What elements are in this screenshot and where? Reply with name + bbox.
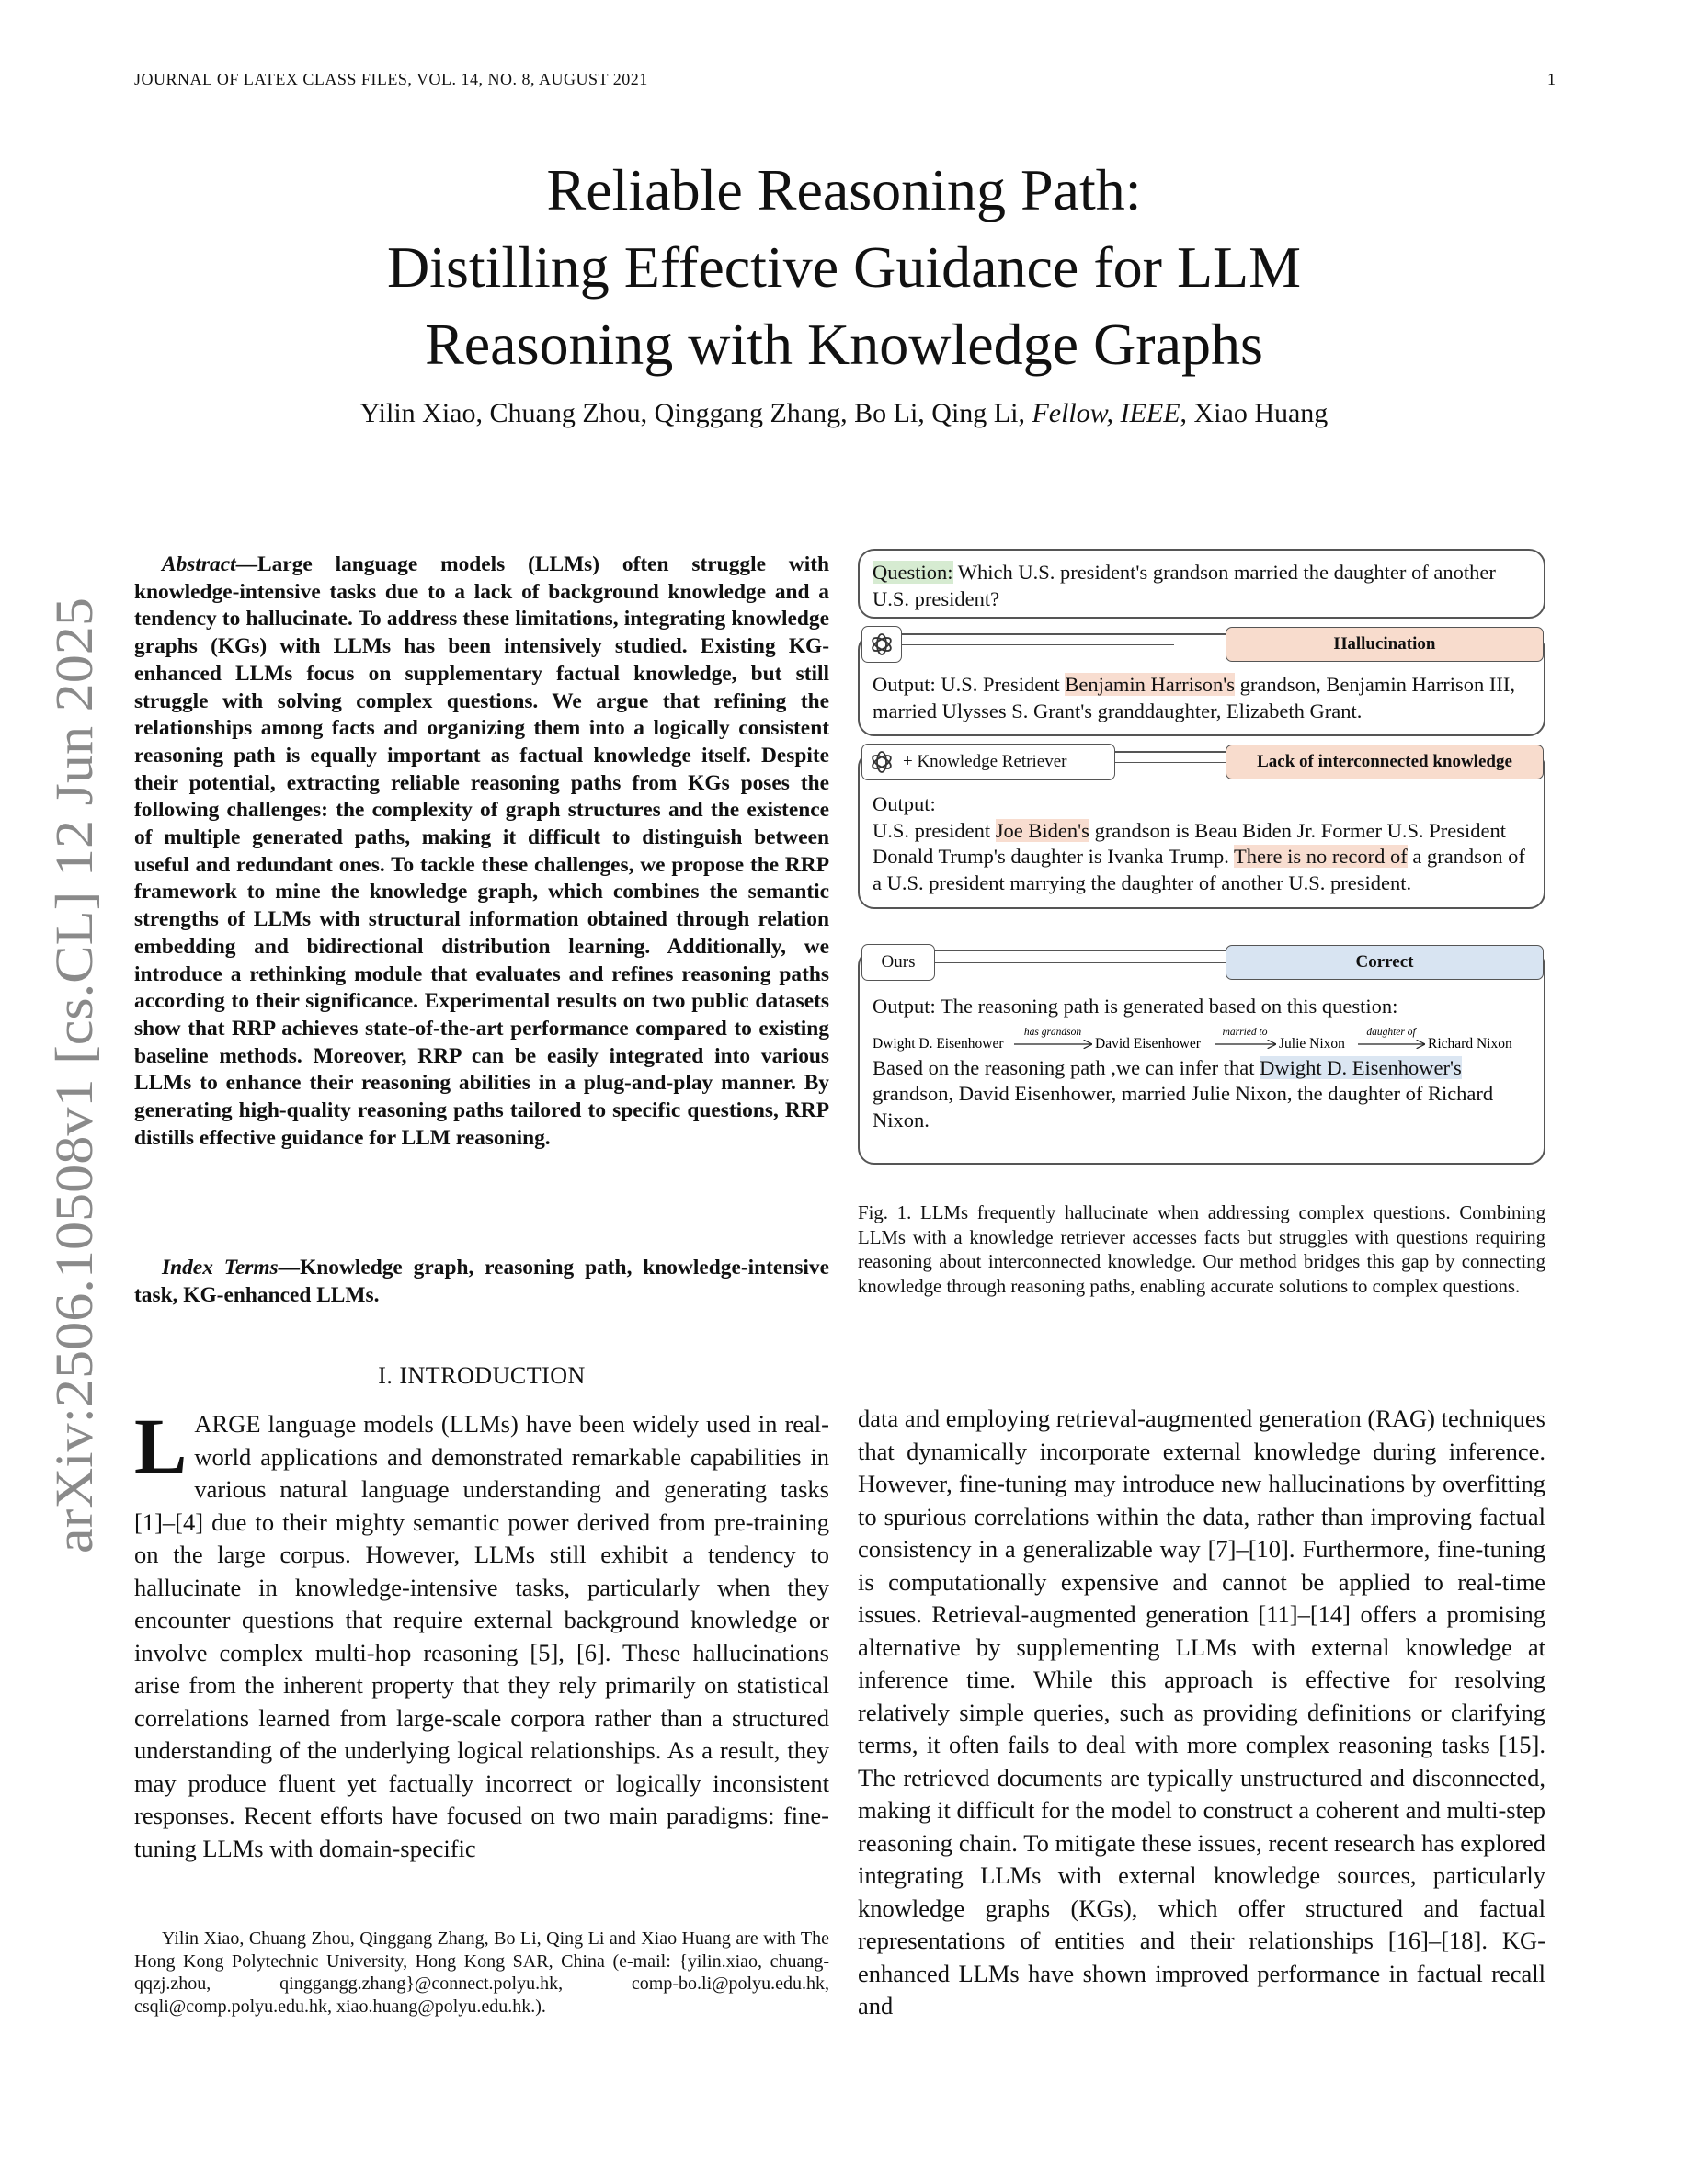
path-relation-2: married to xyxy=(1222,1026,1268,1038)
index-terms-label: Index Terms xyxy=(162,1256,279,1280)
knowledge-retriever-chip xyxy=(861,744,1115,780)
panel3-highlight: Dwight D. Eisenhower's xyxy=(1260,1055,1462,1079)
ours-chip: Ours xyxy=(861,944,935,981)
path-node-1: Dwight D. Eisenhower xyxy=(873,1035,1004,1052)
author-names: Yilin Xiao, Chuang Zhou, Qinggang Zhang, Bo Li, Qing Li, xyxy=(359,398,1032,428)
drop-cap: L xyxy=(134,1402,188,1490)
section-number: I. xyxy=(378,1362,393,1389)
knowledge-retriever-label: + Knowledge Retriever xyxy=(903,752,1067,771)
section-heading xyxy=(134,1362,829,1390)
panel2-connector xyxy=(1115,762,1229,763)
panel1-connector xyxy=(898,644,1174,645)
author-last: , Xiao Huang xyxy=(1180,398,1329,428)
openai-logo-icon xyxy=(868,748,895,776)
author-list xyxy=(184,398,1504,429)
panel1-output-a: Output: U.S. President xyxy=(873,673,1066,696)
abstract-text: —Large language models (LLMs) often struggle with knowledge-intensive tasks due to a lack of background knowledge and a tendency to hallucinate. To address these limitations, integrating knowledge graphs (KGs) with LLMs has been intensively studied. Existing KG-enhanced LLMs focus on supplementary factual knowledge, but still struggle with solving complex questions. We argue that refining the relationships among facts and organizing them into a logically consistent reasoning path is equally important as factual knowledge itself. Despite their potential, extracting reliable reasoning paths from KGs poses the following challenges: the complexity of graph structures and the existence of multiple generated paths, making it difficult to distinguish between useful and redundant ones. To tackle these challenges, we propose the RRP framework to mine the knowledge graph, which combines the semantic strengths of LLMs with structural information obtained through relation embedding and bidirectional distribution learning. Additionally, we introduce a rethinking module that evaluates and refines reasoning paths according to their significance. Experimental results on two public datasets show that RRP achieves state-of-the-art performance compared to existing baseline methods. Moreover, RRP can be easily integrated into various LLMs to enhance their reasoning abilities in a plug-and-play manner. By generating high-quality reasoning paths tailored to specific questions, RRP distills effective guidance for LLM reasoning. xyxy=(134,552,829,1150)
running-head: JOURNAL OF LATEX CLASS FILES, VOL. 14, NO. 8, AUGUST 2021 xyxy=(134,70,648,88)
question-text: Which U.S. president's grandson married the daughter of another U.S. president? xyxy=(873,561,1496,610)
path-relation-1: has grandson xyxy=(1023,1026,1082,1038)
index-terms xyxy=(134,1255,829,1309)
panel2-highlight-2: There is no record of xyxy=(1234,845,1408,868)
hallucination-tag: Hallucination xyxy=(1226,627,1544,662)
abstract xyxy=(134,552,829,1152)
title-line-1: Reliable Reasoning Path: xyxy=(546,157,1142,222)
panel1-output-b: grandson, Benjamin Harrison III, married Ulysses S. Grant's granddaughter, Elizabeth Grant. xyxy=(873,673,1515,722)
panel2-output-c: a grandson of a U.S. president marrying the daughter of another U.S. president. xyxy=(873,845,1525,894)
arxiv-stamp-text: arXiv:2506.10508v1 [cs.CL] 12 Jun 2025 xyxy=(44,662,104,1553)
panel3-output-line: Output: The reasoning path is generated based on this question: xyxy=(873,995,1398,1018)
panel3-infer-a: Based on the reasoning path ,we can infer that xyxy=(873,1055,1260,1079)
intro-left-column xyxy=(134,1402,829,1865)
index-terms-text: —Knowledge graph, reasoning path, knowledge-intensive task, KG-enhanced LLMs. xyxy=(134,1256,829,1307)
openai-logo-icon xyxy=(868,631,895,658)
path-node-4: Richard Nixon xyxy=(1428,1035,1512,1052)
panel2-highlight-1: Joe Biden's xyxy=(995,818,1089,842)
intro-left-text: ARGE language models (LLMs) have been widely used in real-world applications and demonstrated remarkable capabilities in various natural language understanding and generating tasks [1]–[4] due to their mighty semantic power derived from pre-training on the large corpus. However, LLMs still exhibit a tendency to hallucinate in knowledge-intensive tasks, particularly when they encounter questions that require external background knowledge or involve complex multi-hop reasoning [5], [6]. These hallucinations arise from the inherent property that they rely primarily on statistical correlations learned from large-scale corpora rather than a structured understanding of the underlying logical relationships. As a result, they may produce fluent yet factually incorrect or logically inconsistent responses. Recent efforts have focused on two main paradigms: fine-tuning LLMs with domain-specific xyxy=(134,1410,829,1862)
author-footnote: Yilin Xiao, Chuang Zhou, Qinggang Zhang, Bo Li, Qing Li and Xiao Huang are with The Hong Kong Polytechnic University, Hong Kong SAR, China (e-mail: {yilin.xiao, chuang-qqzj.zhou, qinggangg.zhang}@connect.polyu.hk, comp-bo.li@polyu.edu.hk, csqli@comp.polyu.edu.hk, xiao.huang@polyu.edu.hk.). xyxy=(134,1928,829,2017)
author-fellow: Fellow, IEEE xyxy=(1032,398,1180,428)
figure-caption: Fig. 1. LLMs frequently hallucinate when addressing complex questions. Combining LLMs with a knowledge retriever accesses facts but struggles with questions requiring reasoning about interconnected knowledge. Our method bridges this gap by connecting knowledge through reasoning paths, enabling accurate solutions to complex questions. xyxy=(858,1202,1545,1297)
lack-knowledge-tag: Lack of interconnected knowledge xyxy=(1226,745,1544,779)
question-label: Question: xyxy=(873,561,953,584)
path-node-2: David Eisenhower xyxy=(1095,1035,1201,1052)
paper-title xyxy=(230,152,1458,383)
panel2-output-a: U.S. president xyxy=(873,818,996,842)
correct-tag: Correct xyxy=(1226,945,1544,980)
panel1-highlight: Benjamin Harrison's xyxy=(1065,673,1236,696)
reasoning-path xyxy=(873,1022,1534,1055)
path-node-3: Julie Nixon xyxy=(1279,1035,1345,1052)
title-line-3: Reasoning with Knowledge Graphs xyxy=(425,312,1263,377)
panel3-connector xyxy=(935,962,1229,963)
title-line-2: Distilling Effective Guidance for LLM xyxy=(386,234,1302,300)
figure-1 xyxy=(858,549,1545,1165)
panel3-infer-b: grandson, David Eisenhower, married Julie Nixon, the daughter of Richard Nixon. xyxy=(873,1082,1494,1132)
page-number: 1 xyxy=(1547,70,1556,88)
intro-right-column: data and employing retrieval-augmented generation (RAG) techniques that dynamically incorporate external knowledge during inference. However, fine-tuning may introduce new hallucinations by overfitting to spurious correlations within the data, rather than improving factual consistency in a generalizable way [7]–[10]. Furthermore, fine-tuning is computationally expensive and cannot be applied to real-time issues. Retrieval-augmented generation [11]–[14] offers a promising alternative by supplementing LLMs with external knowledge at inference time. While this approach is effective for resolving relatively simple queries, such as providing definitions or clarifying terms, it often fails to deal with more complex reasoning tasks [15]. The retrieved documents are typically unstructured and disconnected, making it difficult for the model to construct a coherent and multi-step reasoning chain. To mitigate these issues, recent research has explored integrating LLMs with external knowledge sources, particularly knowledge graphs (KGs), which offer structured and factual representations of entities and their relationships [16]–[18]. KG-enhanced LLMs have shown improved performance in factual recall and xyxy=(858,1405,1545,2019)
panel2-output-b: grandson is Beau Biden Jr. Former U.S. President Donald Trump's daughter is Ivanka Trump. xyxy=(873,818,1507,868)
panel1-llm-chip xyxy=(861,626,902,663)
panel2-output-label: Output: xyxy=(873,792,936,815)
path-relation-3: daughter of xyxy=(1366,1026,1416,1038)
question-box xyxy=(858,549,1545,619)
ours-panel xyxy=(858,950,1545,1165)
abstract-label: Abstract xyxy=(162,552,236,576)
section-title: INTRODUCTION xyxy=(399,1362,586,1389)
